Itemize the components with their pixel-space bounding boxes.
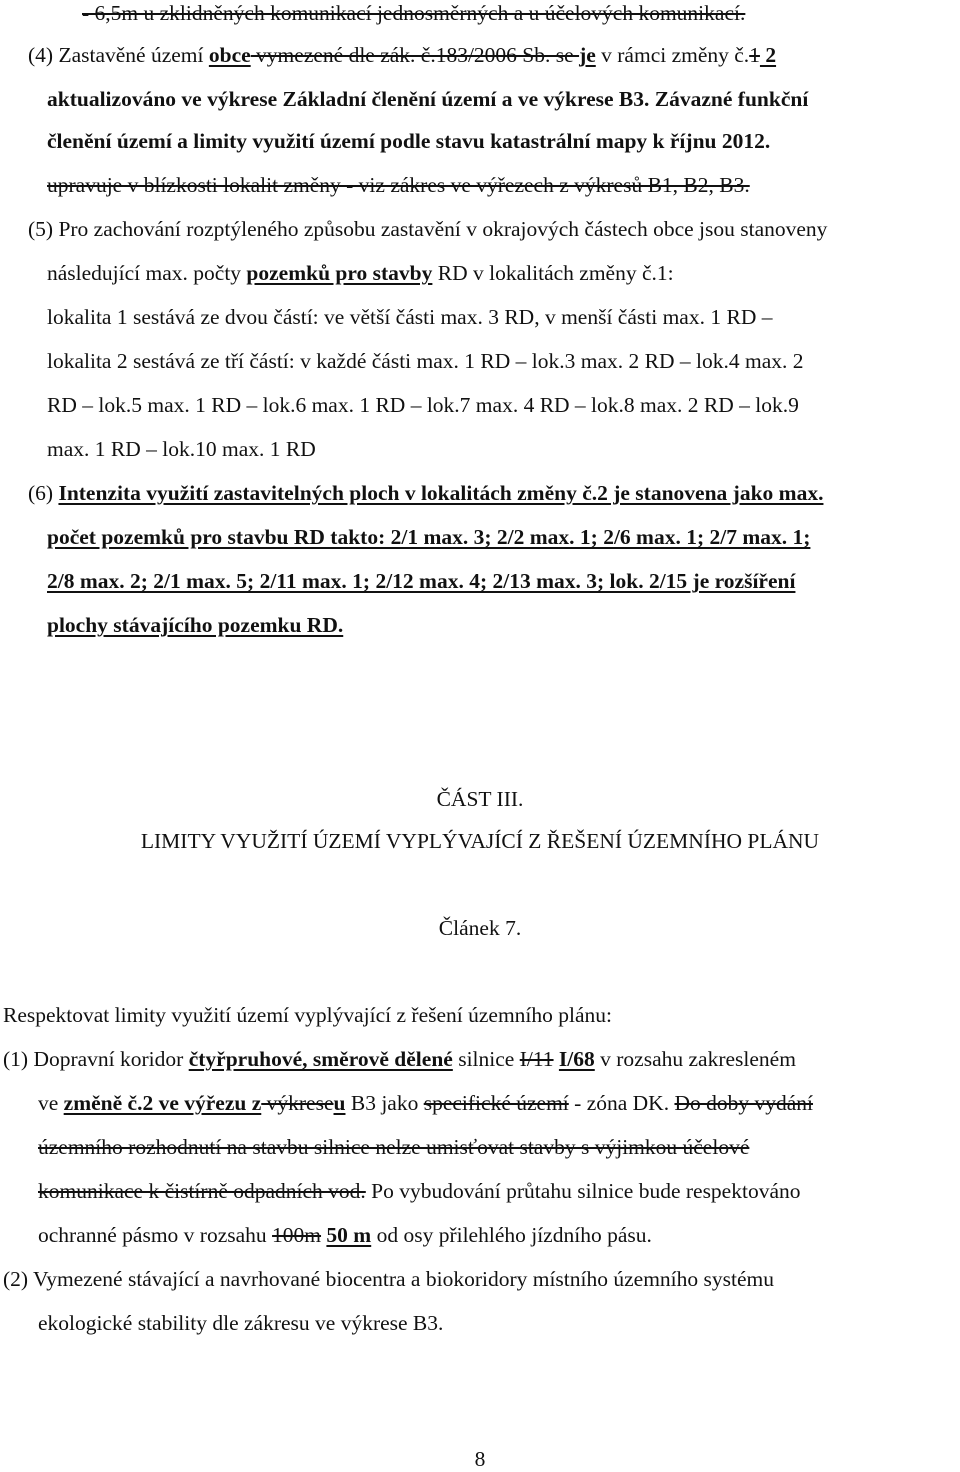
- article-7-p1-line-5: ochranné pásmo v rozsahu 100m 50 m od osy přilehlého jízdního pásu.: [38, 1223, 652, 1247]
- paragraph-6-line-2: počet pozemků pro stavbu RD takto: 2/1 max. 3; 2/2 max. 1; 2/6 max. 1; 2/7 max. 1;: [47, 525, 811, 549]
- paragraph-6-line-3: 2/8 max. 2; 2/1 max. 5; 2/11 max. 1; 2/12 max. 4; 2/13 max. 3; lok. 2/15 je rozšíření: [47, 569, 796, 593]
- paragraph-4-line-1: (4) Zastavěné území obce vymezené dle zák. č.183/2006 Sb. se je v rámci změny č.1 2: [28, 43, 777, 67]
- paragraph-4-struck-line: upravuje v blízkosti lokalit změny - viz zákres ve výřezech z výkresů B1, B2, B3.: [47, 173, 750, 197]
- article-7-p1-line-2: ve změně č.2 ve výřezu z výkreseu B3 jako specifické území - zóna DK. Do doby vydání: [38, 1091, 814, 1115]
- paragraph-6-line-4: plochy stávajícího pozemku RD.: [47, 613, 344, 637]
- part-heading: ČÁST III.: [436, 787, 524, 811]
- article-7-p1-struck-line: územního rozhodnutí na stavbu silnice nelze umisťovat stavby s výjimkou účelové: [38, 1135, 750, 1159]
- article-7-p2-line-1: (2) Vymezené stávající a navrhované biocentra a biokoridory místního územního systému: [3, 1267, 774, 1291]
- article-7-p2-line-2: ekologické stability dle zákresu ve výkrese B3.: [38, 1311, 444, 1335]
- paragraph-6-line-1: (6) Intenzita využití zastavitelných ploch v lokalitách změny č.2 je stanovena jako max.: [28, 481, 824, 505]
- page-number: 8: [474, 1447, 486, 1471]
- article-7-p1-line-1: (1) Dopravní koridor čtyřpruhové, směrově dělené silnice I/11 I/68 v rozsahu zakresleném: [3, 1047, 796, 1071]
- article-7-intro: Respektovat limity využití území vyplývající z řešení územního plánu:: [3, 1003, 613, 1027]
- struck-line: - 6,5m u zklidněných komunikací jednosměrných a u účelových komunikací.: [82, 1, 746, 25]
- paragraph-5-line-4: lokalita 2 sestává ze tří částí: v každé části max. 1 RD – lok.3 max. 2 RD – lok.4 max. 2: [47, 349, 804, 373]
- paragraph-5-line-5: RD – lok.5 max. 1 RD – lok.6 max. 1 RD – lok.7 max. 4 RD – lok.8 max. 2 RD – lok.9: [47, 393, 799, 417]
- paragraph-5-line-1: (5) Pro zachování rozptýleného způsobu zastavění v okrajových částech obce jsou stanoveny: [28, 217, 828, 241]
- paragraph-5-line-2: následující max. počty pozemků pro stavby RD v lokalitách změny č.1:: [47, 261, 674, 285]
- article-heading: Článek 7.: [438, 916, 522, 940]
- paragraph-5-line-3: lokalita 1 sestává ze dvou částí: ve větší části max. 3 RD, v menší části max. 1 RD –: [47, 305, 773, 329]
- paragraph-5-line-6: max. 1 RD – lok.10 max. 1 RD: [47, 437, 316, 461]
- part-title: LIMITY VYUŽITÍ ÚZEMÍ VYPLÝVAJÍCÍ Z ŘEŠENÍ ÚZEMNÍHO PLÁNU: [140, 829, 820, 853]
- paragraph-4-line-2: aktualizováno ve výkrese Základní členění území a ve výkrese B3. Závazné funkční: [47, 87, 809, 111]
- paragraph-4-line-3: členění území a limity využití území podle stavu katastrální mapy k říjnu 2012.: [47, 129, 771, 153]
- article-7-p1-line-4: komunikace k čistírně odpadních vod. Po vybudování průtahu silnice bude respektováno: [38, 1179, 801, 1203]
